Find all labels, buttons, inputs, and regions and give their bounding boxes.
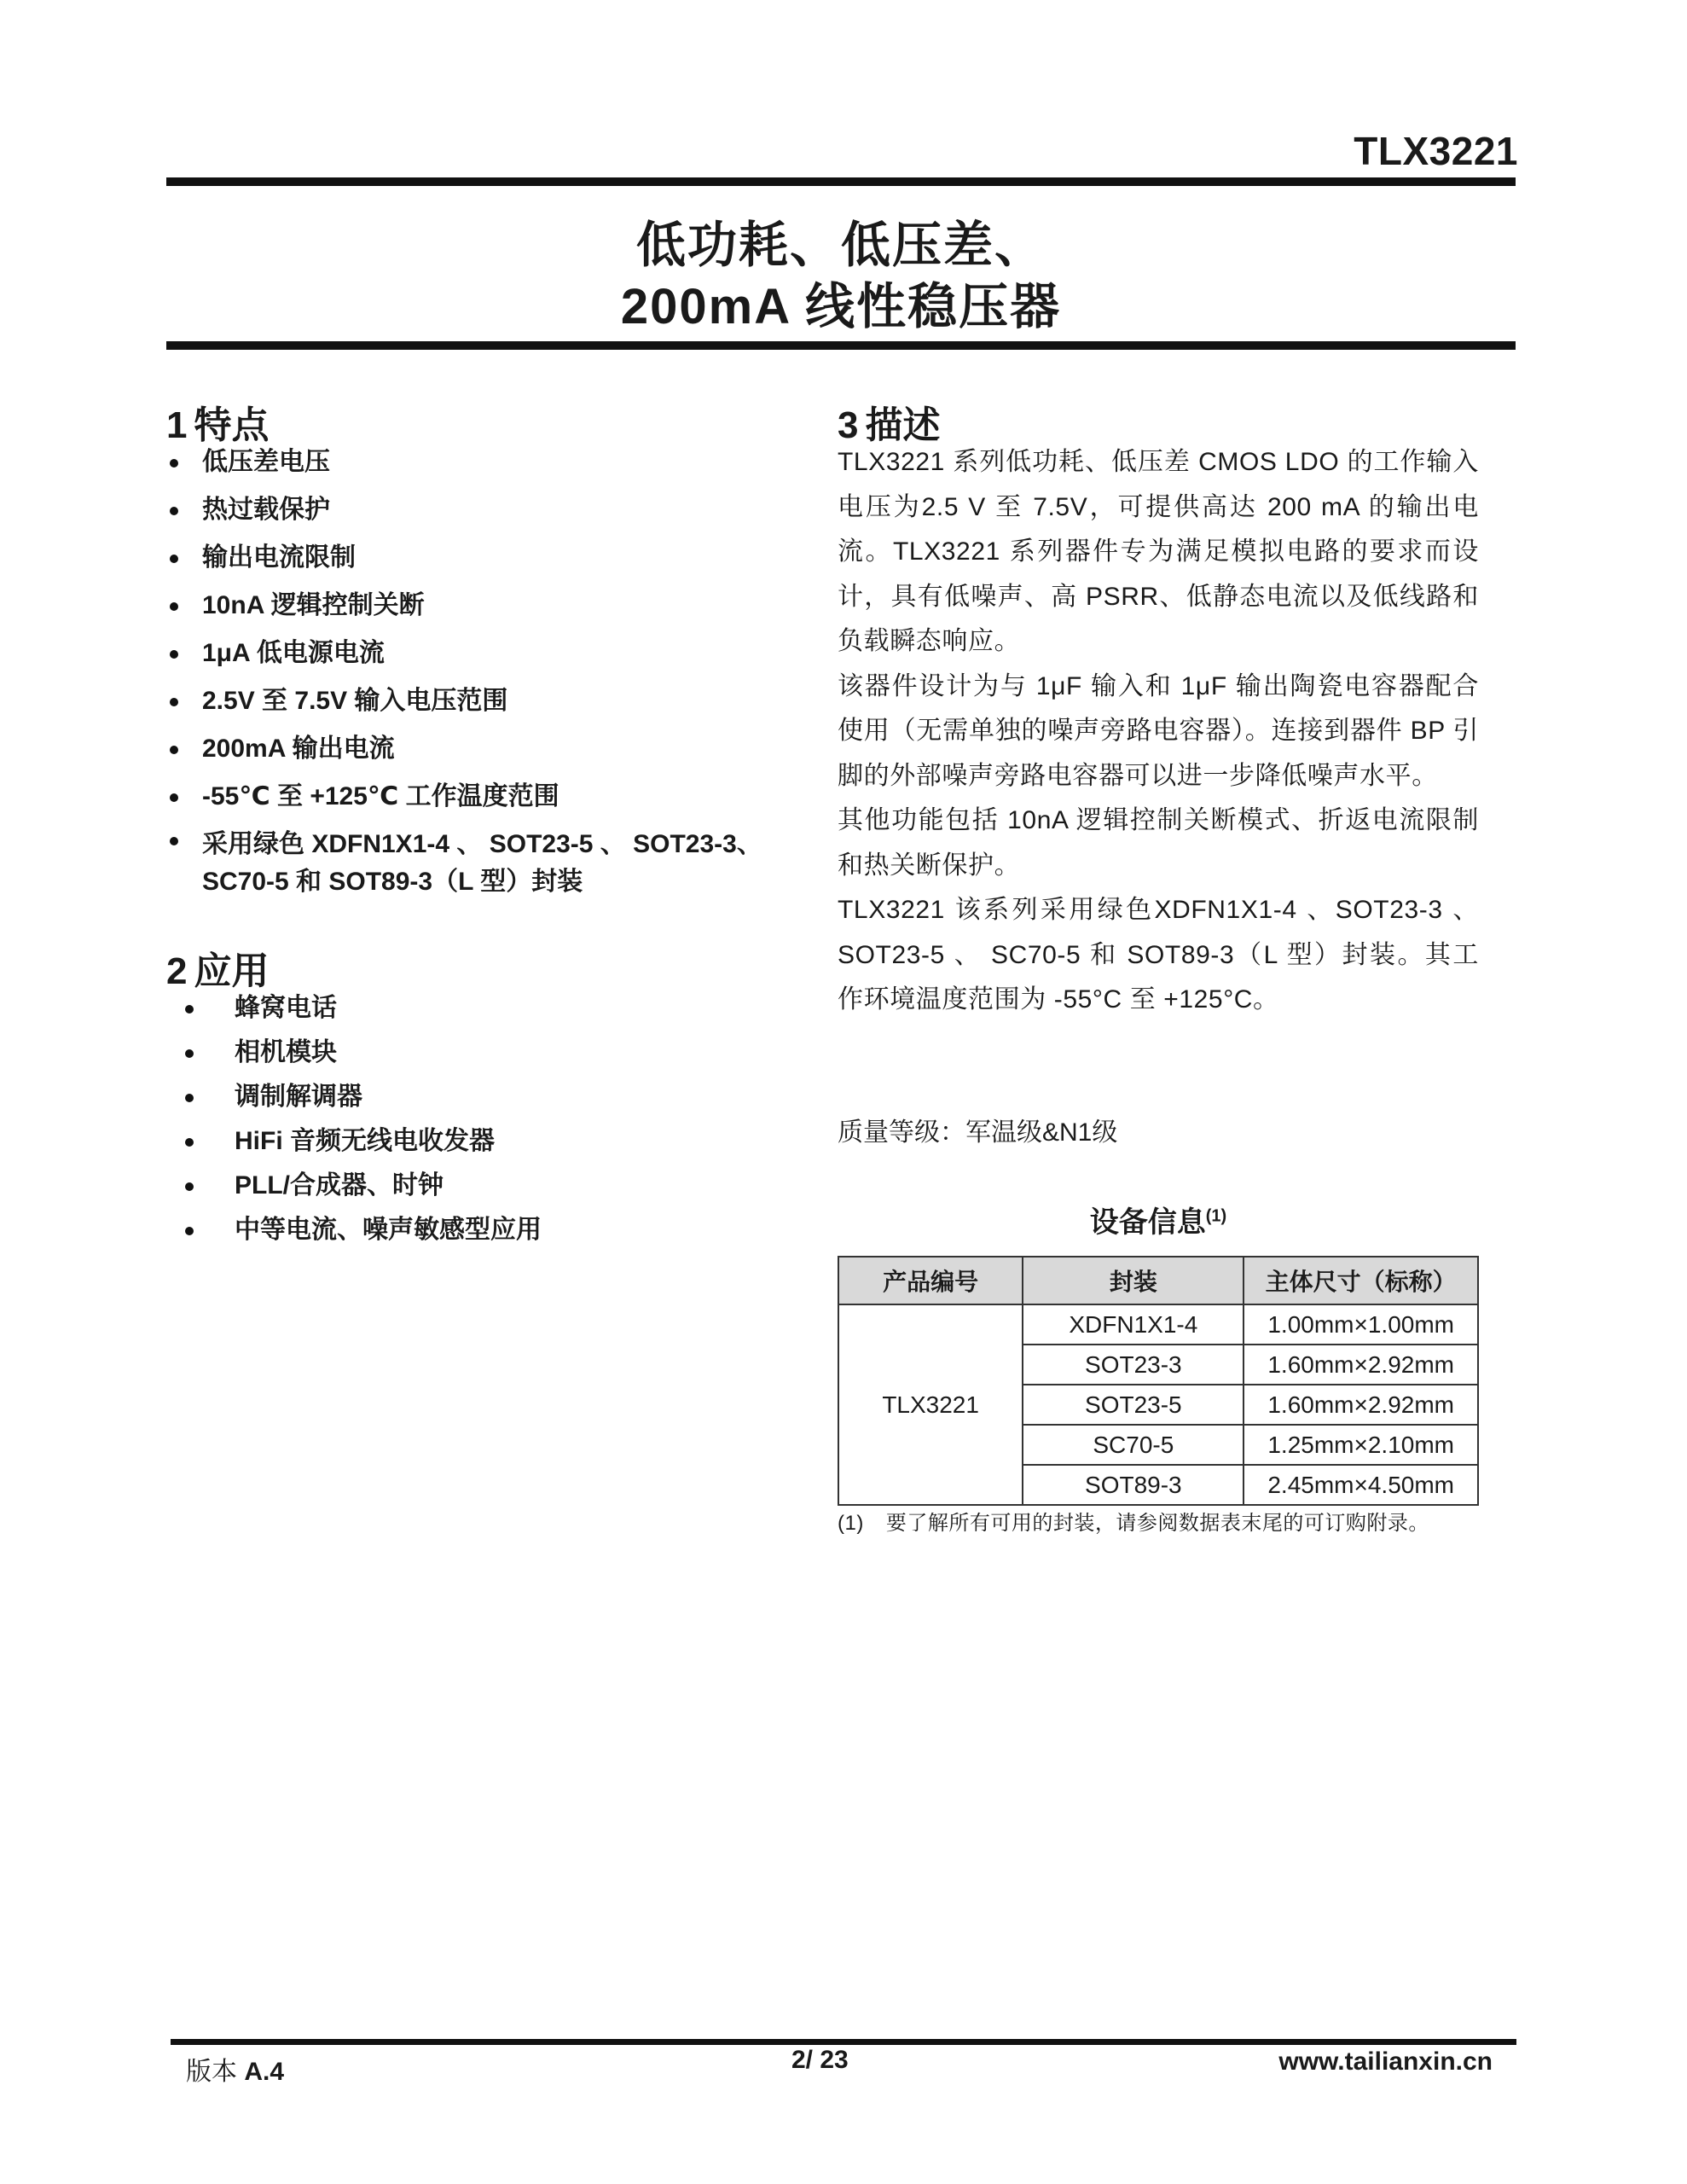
title-rule [166, 341, 1516, 350]
feature-item: -55℃ 至 +125℃ 工作温度范围 [166, 773, 797, 821]
version-number: A.4 [244, 2058, 285, 2086]
footnote-mark: (1) [838, 1512, 864, 1535]
website-link[interactable]: www.tailianxin.cn [1278, 2048, 1493, 2076]
header-rule [166, 177, 1516, 186]
part-number: TLX3221 [1354, 129, 1518, 173]
feature-item: 10nA 逻辑控制关断 [166, 582, 797, 630]
description-paragraph: TLX3221 系列低功耗、低压差 CMOS LDO 的工作输入电压为2.5 V 至 7.5V，可提供高达 200 mA 的输出电流。TLX3221 系列器件专为满足模拟电路的要求而设计，具有低噪声、高 PSRR、低静态电流以及低线路和负载瞬态响应。 [838, 448, 1479, 655]
application-item: PLL/合成器、时钟 [166, 1164, 797, 1208]
device-info-title-text: 设备信息 [1089, 1206, 1206, 1239]
device-info-table [838, 1256, 1479, 1506]
quality-grade: 质量等级：军温级&N1级 [838, 1118, 1118, 1147]
feature-item: 热过载保护 [166, 486, 797, 534]
table-cell-package: SOT23-3 [1023, 1345, 1244, 1385]
applications-heading-text: 应用 [194, 950, 270, 992]
feature-item: 采用绿色 XDFN1X1-4 、 SOT23-5 、 SOT23-3、 SC70-5 和 SOT89-3（L 型）封装 [166, 821, 797, 901]
description-paragraph: TLX3221 该系列采用绿色XDFN1X1-4 、SOT23-3 、SOT23-5 、 SC70-5 和 SOT89-3（L 型）封装。其工作环境温度范围为 -55°C 至 +125°C。 [838, 896, 1479, 1014]
feature-item: 输出电流限制 [166, 534, 797, 582]
application-item: 调制解调器 [166, 1075, 797, 1119]
table-cell-package: SOT23-5 [1023, 1385, 1244, 1425]
description-paragraph: 其他功能包括 10nA 逻辑控制关断模式、折返电流限制和热关断保护。 [838, 806, 1479, 880]
description-paragraph: 该器件设计为与 1μF 输入和 1μF 输出陶瓷电容器配合使用（无需单独的噪声旁路电容器）。连接到器件 BP 引脚的外部噪声旁路电容器可以进一步降低噪声水平。 [838, 671, 1479, 790]
table-cell-package: SOT89-3 [1023, 1465, 1244, 1505]
table-cell-size: 1.25mm×2.10mm [1244, 1425, 1478, 1465]
description-body [838, 440, 1479, 1023]
table-header-cell: 封装 [1023, 1257, 1244, 1304]
table-cell-part: TLX3221 [838, 1304, 1023, 1505]
applications-list [166, 986, 797, 1252]
description-heading-text: 描述 [865, 404, 941, 446]
applications-heading-number: 2 [166, 950, 188, 992]
feature-item: 低压差电压 [166, 439, 797, 486]
table-row [838, 1304, 1478, 1345]
description-heading-number: 3 [838, 404, 859, 446]
features-list [166, 439, 797, 901]
feature-item: 200mA 输出电流 [166, 725, 797, 773]
table-cell-size: 2.45mm×4.50mm [1244, 1465, 1478, 1505]
device-info-footnote-ref: (1) [1205, 1206, 1227, 1226]
footer-rule [171, 2039, 1516, 2045]
table-cell-package: SC70-5 [1023, 1425, 1244, 1465]
document-title-line1: 低功耗、低压差、 [635, 218, 1046, 273]
table-cell-size: 1.60mm×2.92mm [1244, 1385, 1478, 1425]
footnote-text: 要了解所有可用的封装，请参阅数据表末尾的可订购附录。 [885, 1512, 1429, 1535]
feature-item: 1μA 低电源电流 [166, 630, 797, 677]
feature-item: 2.5V 至 7.5V 输入电压范围 [166, 677, 797, 725]
version-prefix: 版本 [186, 2058, 237, 2086]
table-header-cell: 产品编号 [838, 1257, 1023, 1304]
application-item: HiFi 音频无线电收发器 [166, 1119, 797, 1164]
table-cell-package: XDFN1X1-4 [1023, 1304, 1244, 1345]
features-heading-text: 特点 [194, 404, 270, 446]
table-cell-size: 1.60mm×2.92mm [1244, 1345, 1478, 1385]
device-info-title [838, 1199, 1479, 1240]
document-title-line2: 200mA 线性稳压器 [620, 279, 1062, 334]
version-label [186, 2050, 284, 2088]
page-number: 2/ 23 [791, 2046, 849, 2074]
table-header-cell: 主体尺寸（标称） [1244, 1257, 1478, 1304]
table-footnote [838, 1506, 1429, 1536]
application-item: 中等电流、噪声敏感型应用 [166, 1208, 797, 1252]
application-item: 相机模块 [166, 1031, 797, 1075]
table-cell-size: 1.00mm×1.00mm [1244, 1304, 1478, 1345]
features-heading-number: 1 [166, 404, 188, 446]
table-header-row [838, 1257, 1478, 1304]
application-item: 蜂窝电话 [166, 986, 797, 1031]
